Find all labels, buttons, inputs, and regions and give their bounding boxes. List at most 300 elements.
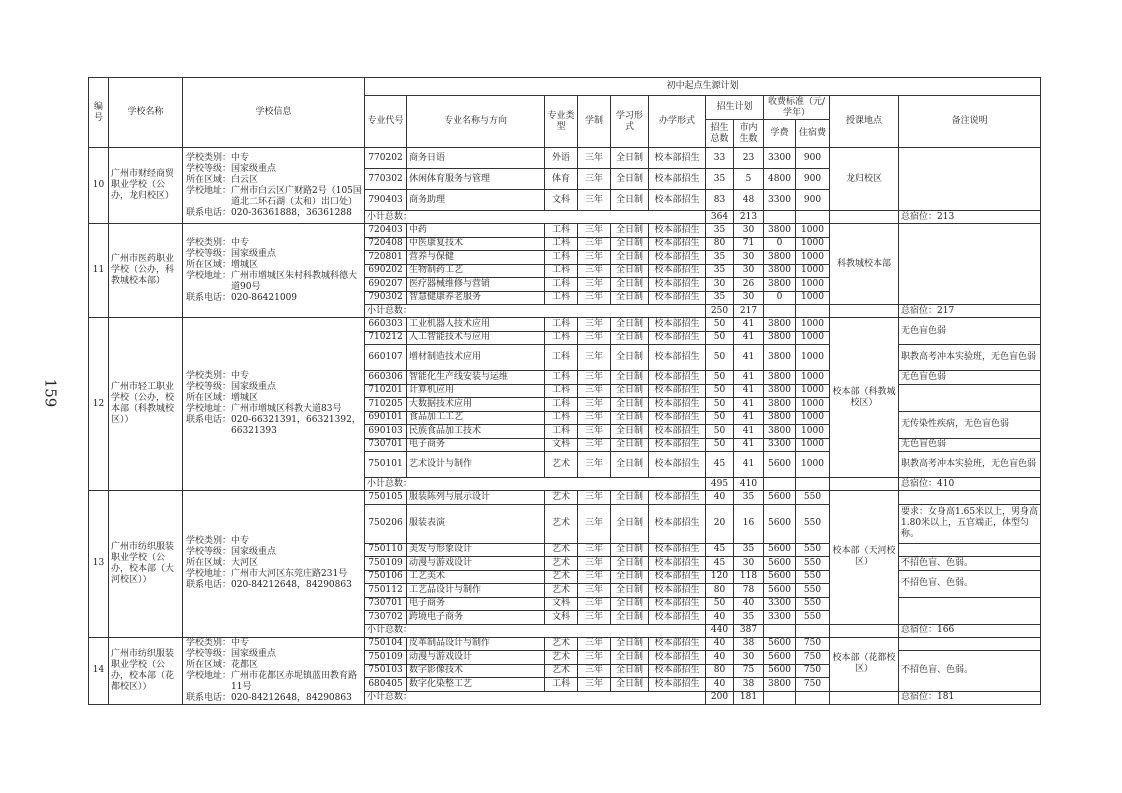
subtotal-dorm bbox=[796, 624, 830, 637]
header-school-info: 学校信息 bbox=[183, 78, 365, 148]
duration: 三年 bbox=[578, 611, 611, 625]
duration: 三年 bbox=[578, 291, 611, 305]
remark: 无色盲色弱 bbox=[899, 371, 1041, 385]
dorm: 550 bbox=[796, 491, 830, 505]
dorm: 550 bbox=[796, 570, 830, 584]
duration: 三年 bbox=[578, 278, 611, 292]
subtotal-tuition bbox=[764, 305, 796, 318]
tuition: 3800 bbox=[764, 278, 796, 292]
local: 30 bbox=[734, 291, 764, 305]
major-code: 750106 bbox=[365, 570, 407, 584]
local: 38 bbox=[734, 678, 764, 692]
duration: 三年 bbox=[578, 331, 611, 345]
tuition: 3300 bbox=[764, 190, 796, 211]
major-code: 750109 bbox=[365, 651, 407, 665]
local: 35 bbox=[734, 611, 764, 625]
dorm: 750 bbox=[796, 664, 830, 678]
major-type: 工科 bbox=[545, 678, 578, 692]
major-type: 文科 bbox=[545, 190, 578, 211]
total: 50 bbox=[706, 371, 734, 385]
mode: 校本部招生 bbox=[649, 190, 706, 211]
header-study-form: 学习形式 bbox=[611, 96, 649, 148]
dorm: 550 bbox=[796, 504, 830, 543]
duration: 三年 bbox=[578, 452, 611, 478]
subtotal-dorm-capacity: 总宿位：213 bbox=[899, 211, 1041, 224]
dorm: 1000 bbox=[796, 345, 830, 371]
school-info-line: 学校类别：中专 bbox=[186, 536, 250, 547]
study-form: 全日制 bbox=[611, 452, 649, 478]
total: 50 bbox=[706, 597, 734, 611]
duration: 三年 bbox=[578, 371, 611, 385]
subtotal-location bbox=[830, 691, 899, 704]
major-name: 商务助理 bbox=[407, 190, 545, 211]
major-code: 750109 bbox=[365, 557, 407, 571]
local: 30 bbox=[734, 557, 764, 571]
duration: 三年 bbox=[578, 411, 611, 425]
header-type: 专业类型 bbox=[545, 96, 578, 148]
school-info-line: 学校地址：广州市增城区科教大道83号 bbox=[186, 404, 342, 414]
duration: 三年 bbox=[578, 570, 611, 584]
major-type: 工科 bbox=[545, 318, 578, 332]
school-info bbox=[183, 224, 365, 318]
total: 35 bbox=[706, 264, 734, 278]
mode: 校本部招生 bbox=[649, 557, 706, 571]
major-name: 智能化生产线安装与运维 bbox=[407, 371, 545, 385]
mode: 校本部招生 bbox=[649, 148, 706, 169]
total: 80 bbox=[706, 237, 734, 251]
total: 80 bbox=[706, 584, 734, 598]
total: 30 bbox=[706, 278, 734, 292]
total: 50 bbox=[706, 345, 734, 371]
major-code: 750112 bbox=[365, 584, 407, 598]
subtotal-total: 440 bbox=[706, 624, 734, 637]
school-no: 14 bbox=[89, 637, 109, 704]
header-fees: 收费标准（元/学年） bbox=[764, 96, 830, 120]
study-form: 全日制 bbox=[611, 169, 649, 190]
major-name: 食品加工工艺 bbox=[407, 411, 545, 425]
dorm: 900 bbox=[796, 148, 830, 169]
tuition: 5600 bbox=[764, 637, 796, 651]
remark: 无传染性疾病，无色盲色弱 bbox=[899, 411, 1041, 438]
subtotal-location bbox=[830, 211, 899, 224]
major-code: 690103 bbox=[365, 425, 407, 439]
major-code: 710212 bbox=[365, 331, 407, 345]
dorm: 1000 bbox=[796, 278, 830, 292]
major-code: 750101 bbox=[365, 452, 407, 478]
study-form: 全日制 bbox=[611, 398, 649, 412]
subtotal-location bbox=[830, 305, 899, 318]
major-type: 艺术 bbox=[545, 651, 578, 665]
tuition: 0 bbox=[764, 237, 796, 251]
major-name: 大数据技术应用 bbox=[407, 398, 545, 412]
header-code: 专业代号 bbox=[365, 96, 407, 148]
school-info bbox=[183, 637, 365, 704]
local: 75 bbox=[734, 664, 764, 678]
duration: 三年 bbox=[578, 543, 611, 557]
subtotal-dorm bbox=[796, 305, 830, 318]
subtotal-label: 小计总数： bbox=[365, 211, 706, 224]
total: 80 bbox=[706, 664, 734, 678]
tuition: 3300 bbox=[764, 148, 796, 169]
major-type: 文科 bbox=[545, 611, 578, 625]
mode: 校本部招生 bbox=[649, 318, 706, 332]
major-type: 工科 bbox=[545, 278, 578, 292]
major-name: 商务日语 bbox=[407, 148, 545, 169]
study-form: 全日制 bbox=[611, 371, 649, 385]
tuition: 3800 bbox=[764, 331, 796, 345]
header-mode: 办学形式 bbox=[649, 96, 706, 148]
dorm: 900 bbox=[796, 169, 830, 190]
major-code: 770302 bbox=[365, 169, 407, 190]
major-type: 文科 bbox=[545, 597, 578, 611]
remark bbox=[899, 637, 1041, 651]
dorm: 1000 bbox=[796, 224, 830, 238]
major-type: 艺术 bbox=[545, 557, 578, 571]
remark bbox=[899, 491, 1041, 505]
school-info-line: 学校地址：广州市花都区赤坭镇蓝田教育路11号 bbox=[186, 670, 358, 692]
dorm: 1000 bbox=[796, 398, 830, 412]
mode: 校本部招生 bbox=[649, 398, 706, 412]
subtotal-dorm bbox=[796, 478, 830, 491]
major-name: 民族食品加工技术 bbox=[407, 425, 545, 439]
table-row bbox=[89, 491, 1041, 505]
major-name: 数字化染整工艺 bbox=[407, 678, 545, 692]
dorm: 750 bbox=[796, 651, 830, 665]
major-type: 艺术 bbox=[545, 543, 578, 557]
duration: 三年 bbox=[578, 224, 611, 238]
major-code: 710205 bbox=[365, 398, 407, 412]
tuition: 3800 bbox=[764, 251, 796, 265]
school-info-line: 学校类别：中专 bbox=[186, 152, 250, 163]
dorm: 1000 bbox=[796, 411, 830, 425]
duration: 三年 bbox=[578, 504, 611, 543]
dorm: 1000 bbox=[796, 331, 830, 345]
local: 48 bbox=[734, 190, 764, 211]
major-type: 艺术 bbox=[545, 504, 578, 543]
mode: 校本部招生 bbox=[649, 251, 706, 265]
total: 35 bbox=[706, 224, 734, 238]
study-form: 全日制 bbox=[611, 678, 649, 692]
total: 50 bbox=[706, 331, 734, 345]
teaching-location: 校本部（花都校区） bbox=[830, 637, 899, 691]
major-name: 服装陈列与展示设计 bbox=[407, 491, 545, 505]
duration: 三年 bbox=[578, 678, 611, 692]
dorm: 1000 bbox=[796, 438, 830, 452]
major-name: 计算机应用 bbox=[407, 384, 545, 398]
tuition: 3800 bbox=[764, 224, 796, 238]
duration: 三年 bbox=[578, 264, 611, 278]
major-name: 动漫与游戏设计 bbox=[407, 651, 545, 665]
major-type: 工科 bbox=[545, 251, 578, 265]
local: 41 bbox=[734, 371, 764, 385]
school-info-line: 学校类别：中专 bbox=[186, 237, 250, 248]
school-info-line: 联系电话：020-84212648，84290863 bbox=[186, 580, 352, 591]
mode: 校本部招生 bbox=[649, 570, 706, 584]
subtotal-label: 小计总数： bbox=[365, 478, 706, 491]
major-type: 工科 bbox=[545, 425, 578, 439]
major-code: 750105 bbox=[365, 491, 407, 505]
duration: 三年 bbox=[578, 318, 611, 332]
subtotal-total: 364 bbox=[706, 211, 734, 224]
school-name: 广州市轻工职业学校（公办，校本部（科教城校区）） bbox=[109, 318, 183, 491]
major-type: 工科 bbox=[545, 291, 578, 305]
major-name: 工业机器人技术应用 bbox=[407, 318, 545, 332]
mode: 校本部招生 bbox=[649, 425, 706, 439]
tuition: 5600 bbox=[764, 557, 796, 571]
dorm: 550 bbox=[796, 543, 830, 557]
total: 40 bbox=[706, 491, 734, 505]
tuition: 3800 bbox=[764, 264, 796, 278]
major-type: 艺术 bbox=[545, 452, 578, 478]
table-row bbox=[89, 318, 1041, 332]
major-name: 人工智能技术与应用 bbox=[407, 331, 545, 345]
remark: 不招色盲、色弱。 bbox=[899, 557, 1041, 571]
school-info-line: 学校等级：国家级重点 bbox=[186, 547, 277, 558]
dorm: 900 bbox=[796, 190, 830, 211]
mode: 校本部招生 bbox=[649, 345, 706, 371]
dorm: 550 bbox=[796, 557, 830, 571]
major-type: 艺术 bbox=[545, 637, 578, 651]
tuition: 3800 bbox=[764, 678, 796, 692]
major-name: 休闲体育服务与管理 bbox=[407, 169, 545, 190]
subtotal-label: 小计总数： bbox=[365, 624, 706, 637]
teaching-location: 校本部（科教城校区） bbox=[830, 318, 899, 478]
remark bbox=[899, 597, 1041, 624]
duration: 三年 bbox=[578, 651, 611, 665]
subtotal-label: 小计总数： bbox=[365, 305, 706, 318]
mode: 校本部招生 bbox=[649, 664, 706, 678]
mode: 校本部招生 bbox=[649, 384, 706, 398]
study-form: 全日制 bbox=[611, 224, 649, 238]
major-code: 770202 bbox=[365, 148, 407, 169]
school-info-line: 所在区域：白云区 bbox=[186, 174, 259, 185]
major-code: 660306 bbox=[365, 371, 407, 385]
mode: 校本部招生 bbox=[649, 611, 706, 625]
header-quota: 招生计划 bbox=[706, 96, 764, 120]
total: 50 bbox=[706, 425, 734, 439]
total: 50 bbox=[706, 384, 734, 398]
header-major: 专业名称与方向 bbox=[407, 96, 545, 148]
total: 50 bbox=[706, 411, 734, 425]
total: 120 bbox=[706, 570, 734, 584]
major-name: 中药 bbox=[407, 224, 545, 238]
major-type: 体育 bbox=[545, 169, 578, 190]
school-info bbox=[183, 491, 365, 638]
mode: 校本部招生 bbox=[649, 651, 706, 665]
major-type: 艺术 bbox=[545, 491, 578, 505]
mode: 校本部招生 bbox=[649, 504, 706, 543]
header-duration: 学制 bbox=[578, 96, 611, 148]
major-name: 电子商务 bbox=[407, 597, 545, 611]
study-form: 全日制 bbox=[611, 504, 649, 543]
mode: 校本部招生 bbox=[649, 597, 706, 611]
duration: 三年 bbox=[578, 438, 611, 452]
study-form: 全日制 bbox=[611, 438, 649, 452]
study-form: 全日制 bbox=[611, 611, 649, 625]
major-type: 文科 bbox=[545, 438, 578, 452]
subtotal-dorm-capacity: 总宿位：217 bbox=[899, 305, 1041, 318]
school-info-line: 所在区域：大河区 bbox=[186, 558, 259, 569]
dorm: 1000 bbox=[796, 237, 830, 251]
total: 45 bbox=[706, 452, 734, 478]
local: 35 bbox=[734, 491, 764, 505]
header-location: 授课地点 bbox=[830, 96, 899, 148]
subtotal-location bbox=[830, 624, 899, 637]
major-name: 工艺品设计与制作 bbox=[407, 584, 545, 598]
subtotal-tuition bbox=[764, 624, 796, 637]
dorm: 1000 bbox=[796, 452, 830, 478]
major-type: 工科 bbox=[545, 345, 578, 371]
tuition: 5600 bbox=[764, 504, 796, 543]
major-code: 730701 bbox=[365, 597, 407, 611]
header-dorm: 住宿费 bbox=[796, 120, 830, 148]
local: 41 bbox=[734, 411, 764, 425]
local: 5 bbox=[734, 169, 764, 190]
tuition: 3800 bbox=[764, 384, 796, 398]
page-number: 159 bbox=[41, 378, 60, 408]
subtotal-dorm bbox=[796, 211, 830, 224]
mode: 校本部招生 bbox=[649, 224, 706, 238]
mode: 校本部招生 bbox=[649, 331, 706, 345]
mode: 校本部招生 bbox=[649, 678, 706, 692]
major-name: 智慧健康养老服务 bbox=[407, 291, 545, 305]
dorm: 1000 bbox=[796, 371, 830, 385]
major-code: 750110 bbox=[365, 543, 407, 557]
local: 41 bbox=[734, 345, 764, 371]
study-form: 全日制 bbox=[611, 318, 649, 332]
major-code: 790302 bbox=[365, 291, 407, 305]
major-name: 医疗器械维修与营销 bbox=[407, 278, 545, 292]
major-code: 750104 bbox=[365, 637, 407, 651]
major-code: 720403 bbox=[365, 224, 407, 238]
header-tuition: 学费 bbox=[764, 120, 796, 148]
enrollment-plan-table bbox=[88, 77, 1041, 705]
study-form: 全日制 bbox=[611, 384, 649, 398]
duration: 三年 bbox=[578, 237, 611, 251]
school-info-line: 所在区域：花都区 bbox=[186, 659, 259, 670]
local: 30 bbox=[734, 224, 764, 238]
teaching-location: 龙归校区 bbox=[830, 148, 899, 211]
local: 40 bbox=[734, 597, 764, 611]
header-school-name: 学校名称 bbox=[109, 78, 183, 148]
major-code: 750206 bbox=[365, 504, 407, 543]
tuition: 3300 bbox=[764, 438, 796, 452]
major-code: 720408 bbox=[365, 237, 407, 251]
total: 20 bbox=[706, 504, 734, 543]
tuition: 3800 bbox=[764, 318, 796, 332]
dorm: 1000 bbox=[796, 251, 830, 265]
local: 30 bbox=[734, 251, 764, 265]
tuition: 3300 bbox=[764, 597, 796, 611]
study-form: 全日制 bbox=[611, 345, 649, 371]
major-type: 工科 bbox=[545, 411, 578, 425]
school-no: 10 bbox=[89, 148, 109, 224]
subtotal-dorm-capacity: 总宿位：410 bbox=[899, 478, 1041, 491]
major-name: 美发与形象设计 bbox=[407, 543, 545, 557]
mode: 校本部招生 bbox=[649, 491, 706, 505]
dorm: 550 bbox=[796, 611, 830, 625]
major-code: 690202 bbox=[365, 264, 407, 278]
duration: 三年 bbox=[578, 664, 611, 678]
total: 50 bbox=[706, 318, 734, 332]
major-name: 营养与保健 bbox=[407, 251, 545, 265]
remark: 职教高考冲本实验班，无色盲色弱 bbox=[899, 345, 1041, 371]
duration: 三年 bbox=[578, 345, 611, 371]
school-info-line: 学校地址：广州市增城区朱村科教城科德大道90号 bbox=[186, 270, 358, 292]
subtotal-tuition bbox=[764, 211, 796, 224]
local: 41 bbox=[734, 398, 764, 412]
major-type: 工科 bbox=[545, 264, 578, 278]
local: 30 bbox=[734, 651, 764, 665]
major-name: 皮革制品设计与制作 bbox=[407, 637, 545, 651]
school-no: 11 bbox=[89, 224, 109, 318]
major-name: 中医康复技术 bbox=[407, 237, 545, 251]
table-row bbox=[89, 148, 1041, 169]
mode: 校本部招生 bbox=[649, 237, 706, 251]
subtotal-total: 495 bbox=[706, 478, 734, 491]
school-info-line: 学校等级：国家级重点 bbox=[186, 382, 277, 392]
major-code: 690101 bbox=[365, 411, 407, 425]
school-info-line: 联系电话：020-86421009 bbox=[186, 292, 298, 303]
subtotal-total: 250 bbox=[706, 305, 734, 318]
remark: 无色盲色弱 bbox=[899, 438, 1041, 452]
duration: 三年 bbox=[578, 251, 611, 265]
study-form: 全日制 bbox=[611, 331, 649, 345]
total: 40 bbox=[706, 611, 734, 625]
study-form: 全日制 bbox=[611, 557, 649, 571]
major-name: 服装表演 bbox=[407, 504, 545, 543]
table-row bbox=[89, 637, 1041, 651]
tuition: 3800 bbox=[764, 398, 796, 412]
tuition: 5600 bbox=[764, 651, 796, 665]
dorm: 1000 bbox=[796, 318, 830, 332]
mode: 校本部招生 bbox=[649, 291, 706, 305]
duration: 三年 bbox=[578, 384, 611, 398]
dorm: 1000 bbox=[796, 291, 830, 305]
major-type: 工科 bbox=[545, 398, 578, 412]
tuition: 3800 bbox=[764, 345, 796, 371]
subtotal-label: 小计总数： bbox=[365, 691, 706, 704]
mode: 校本部招生 bbox=[649, 584, 706, 598]
study-form: 全日制 bbox=[611, 637, 649, 651]
tuition: 5600 bbox=[764, 543, 796, 557]
school-info-line: 学校地址：广州市大河区东莞庄路231号 bbox=[186, 569, 348, 580]
school-info-line: 学校地址：广州市白云区广财路2号（105国道北二环石湖（太和）出口处） bbox=[186, 185, 362, 207]
major-type: 艺术 bbox=[545, 664, 578, 678]
header-local: 市内生数 bbox=[734, 120, 764, 148]
mode: 校本部招生 bbox=[649, 543, 706, 557]
study-form: 全日制 bbox=[611, 278, 649, 292]
school-name: 广州市医药职业学校（公办，科教城校本部） bbox=[109, 224, 183, 318]
school-no: 13 bbox=[89, 491, 109, 638]
study-form: 全日制 bbox=[611, 251, 649, 265]
major-code: 720801 bbox=[365, 251, 407, 265]
duration: 三年 bbox=[578, 637, 611, 651]
school-name: 广州市纺织服装职业学校（公办，校本部（大河校区）） bbox=[109, 491, 183, 638]
header-total: 招生总数 bbox=[706, 120, 734, 148]
local: 78 bbox=[734, 584, 764, 598]
local: 41 bbox=[734, 384, 764, 398]
school-info-line: 所在区域：增城区 bbox=[186, 393, 259, 403]
major-type: 工科 bbox=[545, 331, 578, 345]
total: 40 bbox=[706, 637, 734, 651]
major-name: 艺术设计与制作 bbox=[407, 452, 545, 478]
school-info-line: 学校等级：国家级重点 bbox=[186, 248, 277, 259]
school-info-line: 所在区域：增城区 bbox=[186, 259, 259, 270]
major-code: 680405 bbox=[365, 678, 407, 692]
total: 35 bbox=[706, 169, 734, 190]
total: 50 bbox=[706, 398, 734, 412]
